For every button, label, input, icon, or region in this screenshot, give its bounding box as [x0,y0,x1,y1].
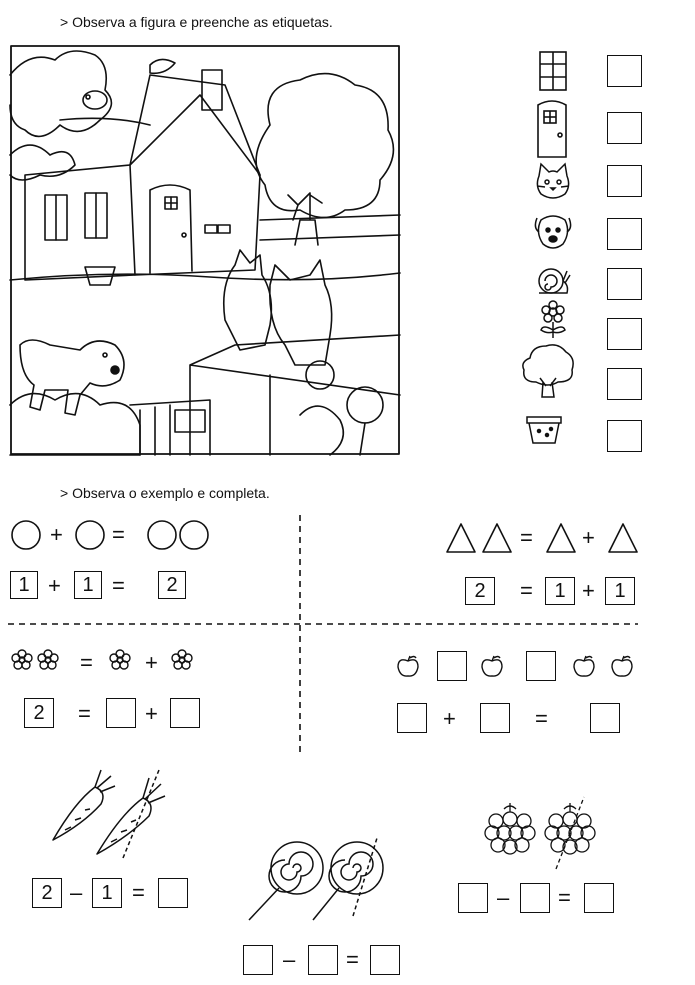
flowers-equation [10,648,210,674]
equals-sign: = [520,525,533,550]
apples-answer-b[interactable] [480,703,510,733]
label-box-snail[interactable] [607,268,642,300]
scene-house [25,165,135,280]
equals-sign: = [80,650,93,675]
triangles-addend-b: 1 [605,577,635,605]
carrots-minuend: 2 [32,878,62,908]
flowers-total: 2 [24,698,54,728]
plus-sign: + [50,522,63,547]
triangles-equation [445,520,645,554]
scene-tree [256,74,393,218]
flowers-answer-a[interactable] [106,698,136,728]
label-box-flowerpot[interactable] [607,420,642,452]
equals-sign: = [132,880,145,905]
coloring-scene [10,45,400,455]
minus-sign: – [497,885,510,910]
apples-answer-a[interactable] [397,703,427,733]
plus-sign: + [582,578,595,603]
label-box-tree[interactable] [607,368,642,400]
raspberries-picture [478,795,608,875]
circles-result: 2 [158,571,186,599]
divider-horizontal [8,622,638,626]
triangles-addend-a: 1 [545,577,575,605]
instruction-observe-example: > Observa o exemplo e completa. [60,485,270,501]
raspberries-answer-b[interactable] [520,883,550,913]
plus-sign: + [443,706,456,731]
scene-cat-right [270,260,332,365]
cat-face-icon [533,162,573,202]
circles-addend-a: 1 [10,571,38,599]
plus-sign: + [145,701,158,726]
plus-sign: + [48,573,61,598]
carrots-subtrahend: 1 [92,878,122,908]
raspberries-answer-a[interactable] [458,883,488,913]
scene-dog [20,340,124,415]
equals-sign: = [346,947,359,972]
label-box-dog[interactable] [607,218,642,250]
circles-addend-b: 1 [74,571,102,599]
equals-sign: = [535,706,548,731]
minus-sign: – [70,880,83,905]
dog-face-icon [533,212,573,252]
label-box-door[interactable] [607,112,642,144]
carrots-answer[interactable] [158,878,188,908]
divider-vertical [298,515,302,753]
plus-sign: + [145,650,158,675]
carrots-picture [45,762,185,862]
lollipops-answer-result[interactable] [370,945,400,975]
equals-sign: = [520,578,533,603]
apples-box-top-a[interactable] [437,651,467,681]
flower-icon [535,300,571,340]
equals-sign: = [558,885,571,910]
flowers-answer-b[interactable] [170,698,200,728]
raspberries-answer-result[interactable] [584,883,614,913]
window-icon [538,50,568,92]
minus-sign: – [283,947,296,972]
apples-answer-result[interactable] [590,703,620,733]
label-box-window[interactable] [607,55,642,87]
label-box-cat[interactable] [607,165,642,197]
snail-icon [535,265,571,297]
equals-sign: = [112,522,125,547]
equals-sign: = [78,701,91,726]
flowerpot-icon [525,415,563,445]
tree-icon [518,342,578,400]
lollipops-picture [245,838,395,928]
lollipops-answer-a[interactable] [243,945,273,975]
instruction-observe-figure: > Observa a figura e preenche as etiquetas. [60,14,333,30]
apples-box-top-b[interactable] [526,651,556,681]
circles-equation [10,518,210,552]
triangles-total: 2 [465,577,495,605]
apples-row [396,653,636,679]
label-box-flower[interactable] [607,318,642,350]
door-icon [534,99,570,159]
scene-cat-left [224,250,272,350]
lollipops-answer-b[interactable] [308,945,338,975]
plus-sign: + [582,525,595,550]
equals-sign: = [112,573,125,598]
